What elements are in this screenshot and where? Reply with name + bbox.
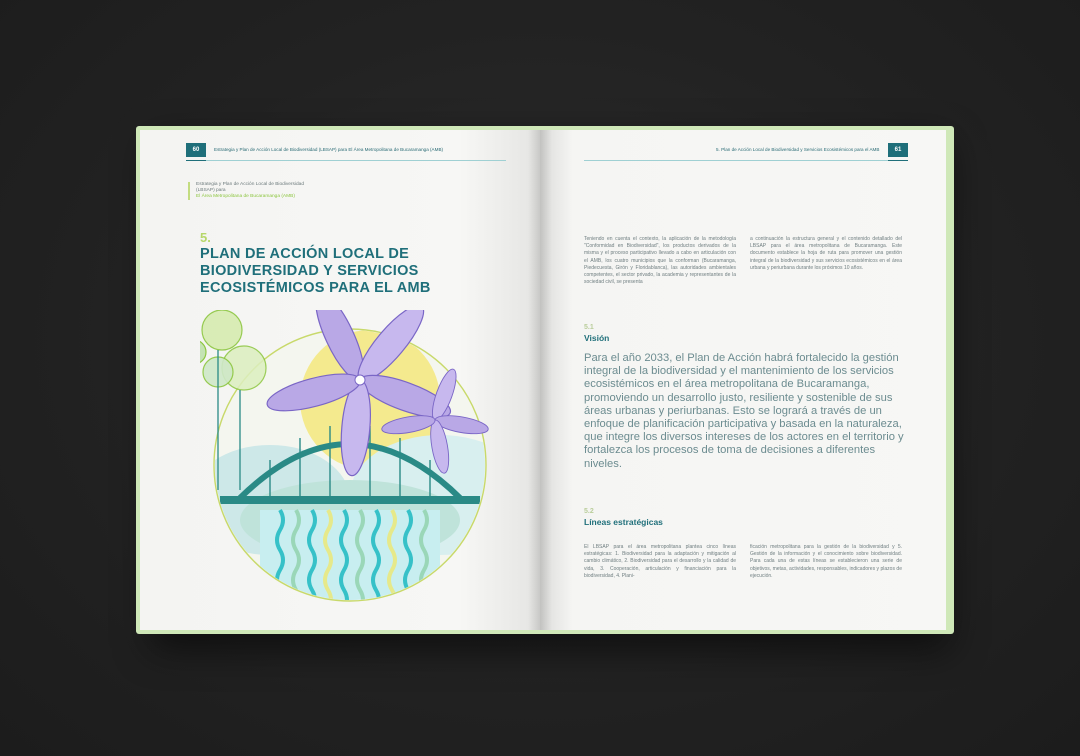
vision-text: Para el año 2033, el Plan de Acción habrá fortalecido la gestión integral de la biodiversidad y el mantenimiento de los servicios ecosistémicos en el área metropolitana de Bucaramanga, promoviendo un desarrollo justo, resiliente y sostenible de sus áreas urbanas y periurbanas. Esto se logrará a través de un enfoque de planificación participativa y basada en la naturaleza, que integre los diversos intereses de los actores en el territorio y fortalezca los procesos de toma de decisiones a diferentes niveles. bbox=[584, 352, 904, 470]
left-page bbox=[140, 130, 540, 630]
side-label-text: Estrategia y Plan de Acción Local de Biodiversidad (LBSAP) para bbox=[196, 182, 304, 193]
right-page bbox=[540, 130, 946, 630]
section-title: PLAN DE ACCIÓN LOCAL DE BIODIVERSIDAD Y SERVICIOS ECOSISTÉMICOS PARA EL AMB bbox=[200, 246, 431, 296]
section-number: 5. bbox=[200, 230, 211, 245]
document-side-label bbox=[188, 182, 306, 200]
lines-number: 5.2 bbox=[584, 508, 594, 515]
left-header-rule-thin bbox=[206, 160, 506, 161]
right-running-header: 5. Plan de Acción Local de Biodiversidad y Servicios Ecosistémicos para el AMB bbox=[716, 147, 880, 152]
book-spine-shadow bbox=[528, 130, 552, 630]
left-running-header: Estrategia y Plan de Acción Local de Biodiversidad (LBSAP) para El Área Metropolitana de Bucaramanga (AMB) bbox=[214, 147, 444, 152]
left-header-rule bbox=[186, 160, 206, 161]
left-page-number: 60 bbox=[186, 143, 206, 157]
biodiversity-illustration bbox=[200, 310, 500, 610]
side-label-highlight: El Área Metropolitana de Bucaramanga (AMB) bbox=[196, 194, 295, 199]
lines-column-2: ficación metropolitana para la gestión de la biodiversidad y 5. Gestión de la información y el conocimiento sobre biodiversidad. Para cada una de estas líneas se establecieron una serie de objetivos, metas, actividades, responsables, indicadores y plazos de ejecución. bbox=[750, 544, 902, 579]
right-page-number: 61 bbox=[888, 143, 908, 157]
vision-number: 5.1 bbox=[584, 324, 594, 331]
vision-title: Visión bbox=[584, 333, 610, 343]
lines-column-1: El LBSAP para el área metropolitana plantea cinco líneas estratégicas: 1. Biodiversidad para la adaptación y mitigación al cambio climático, 2. Biodiversidad para el desarrollo y la calidad de vida, 3. Cooperación, articulación y financiación para la biodiversidad, 4. Plani- bbox=[584, 544, 736, 579]
waterfall-waves bbox=[260, 510, 440, 610]
lines-title: Líneas estratégicas bbox=[584, 517, 663, 527]
intro-column-2: a continuación la estructura general y el contenido detallado del LBSAP para el área metropolitana de Bucaramanga. Este documento establece la hoja de ruta para promover una gestión integral de la biodiversidad y sus servicios ecosistémicos en el área urbana y periurbana durante los próximos 10 años. bbox=[750, 236, 902, 271]
right-header-rule bbox=[888, 160, 908, 161]
right-header-rule-thin bbox=[584, 160, 888, 161]
intro-column-1: Teniendo en cuenta el contexto, la aplicación de la metodología "Conformidad en Biodiversidad", los productos derivados de la misma y el proceso participativo llevado a cabo en articulación con el AMB, los cuatro municipios que la conforman (Bucaramanga, Piedecuesta, Girón y Floridablanca), las autoridades ambientales competentes, el sector privado, la academia y representantes de la sociedad civil, se presenta bbox=[584, 236, 736, 286]
